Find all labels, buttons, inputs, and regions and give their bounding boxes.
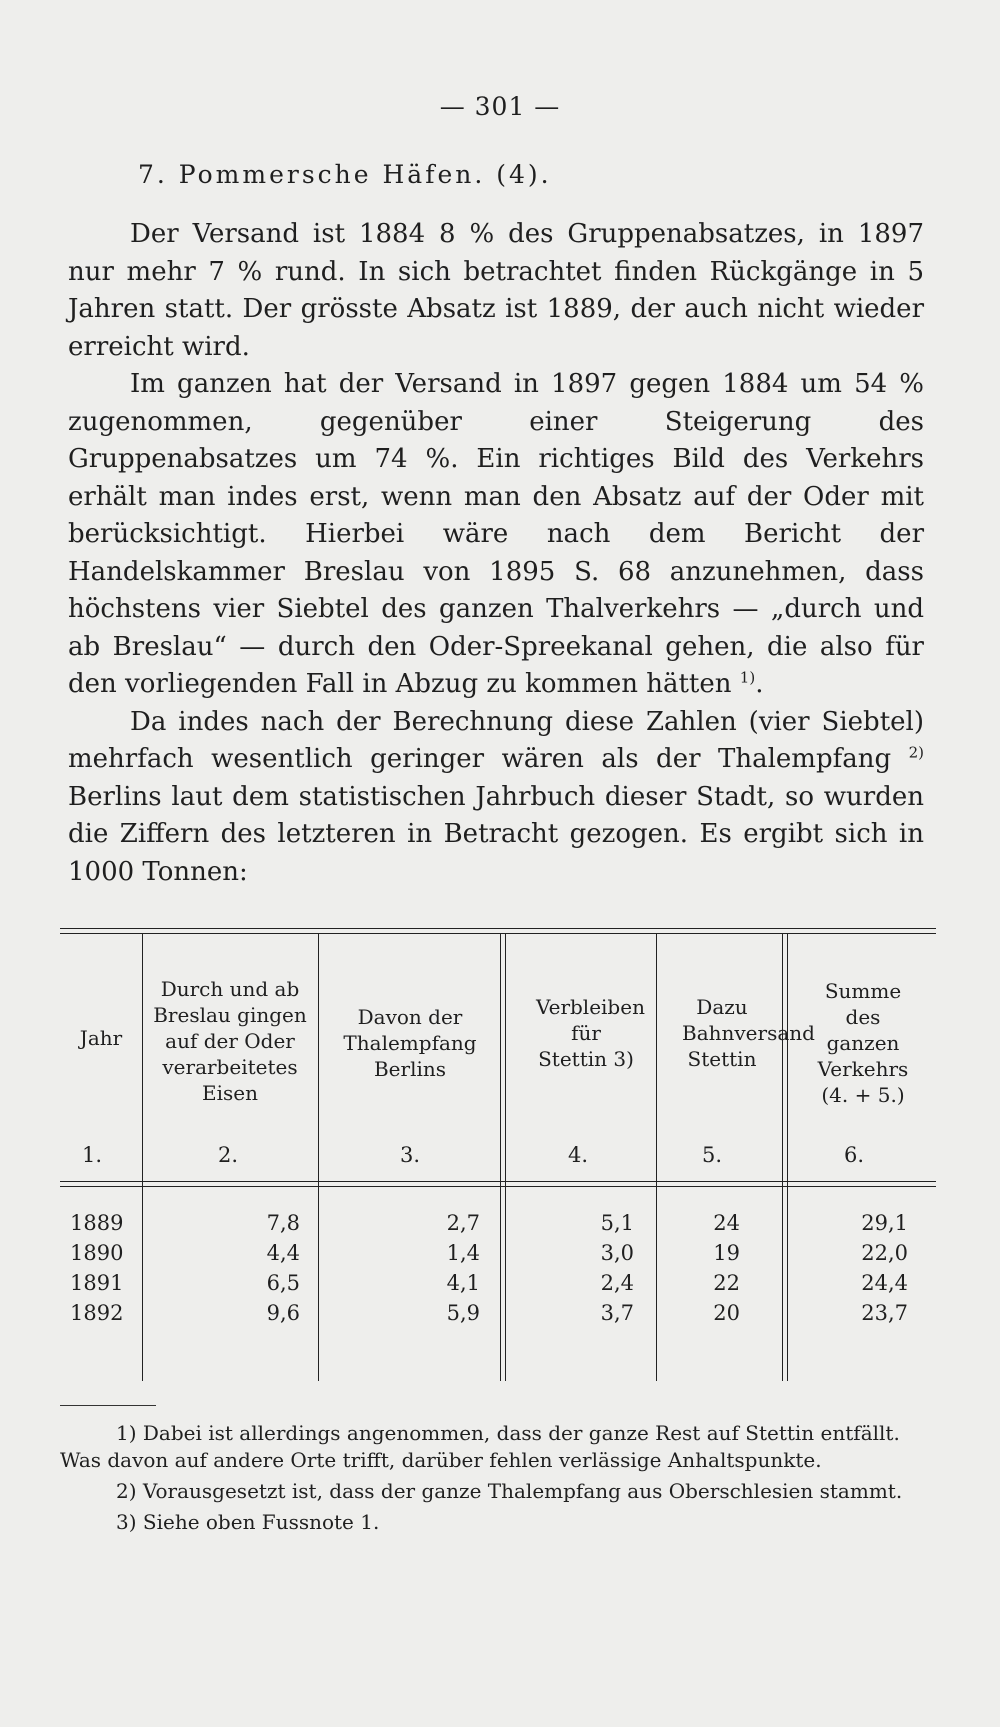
header-stettin: Verbleiben für Stettin 3) [536, 995, 645, 1071]
table-cell: 20 [713, 1301, 740, 1325]
col-number-2: 2. [218, 1143, 239, 1167]
table-cell: 3,7 [600, 1301, 634, 1325]
col-number-5: 5. [702, 1143, 723, 1167]
section-heading: 7. Pommersche Häfen. (4). [138, 160, 552, 189]
footnote-ref-1: 1) [739, 668, 756, 687]
table-cell: 1,4 [446, 1241, 480, 1265]
paragraph-3 [68, 704, 924, 892]
paragraph-2: Im ganzen hat der Versand in 1897 gegen 1884 um 54 % zugenommen, gegenüber einer Steigerung des Gruppenabsatzes um 74 %. Ein richtiges Bild des Verkehrs erhält man indes erst, wenn man den Absatz auf der Oder mit berücksichtigt. Hierbei wäre nach dem Bericht der Handelskammer Breslau von 1895 S. 68 anzunehmen, dass höchstens vier Siebtel des ganzen Thalverkehrs — „durch und ab Breslau“ — durch den Oder-Spreekanal gehen, die also für den vorliegenden Fall in Abzug zu kommen hätten $^{1)}$. [68, 369, 924, 699]
header-summe: Summe des ganzen Verkehrs (4. + 5.) [817, 979, 909, 1107]
table-cell: 3,0 [600, 1241, 634, 1265]
table-cell: 5,9 [446, 1301, 480, 1325]
table-row-year: 1890 [70, 1241, 124, 1265]
footnote-3: 3) Siehe oben Fussnote 1. [116, 1510, 380, 1534]
paragraph-1: Der Versand ist 1884 8 % des Gruppenabsatzes, in 1897 nur mehr 7 % rund. In sich betrachtet finden Rückgänge in 5 Jahren statt. Der grösste Absatz ist 1889, der auch nicht wieder erreicht wird. [68, 219, 924, 362]
table-row-year: 1892 [70, 1301, 124, 1325]
table-row-year: 1891 [70, 1271, 124, 1295]
table-cell: 22 [713, 1271, 740, 1295]
table-cell: 2,4 [600, 1271, 634, 1295]
table-cell: 24,4 [861, 1271, 908, 1295]
header-berlin: Davon der Thalempfang Berlins [343, 1005, 477, 1081]
table-cell: 9,6 [266, 1301, 300, 1325]
col-number-3: 3. [400, 1143, 421, 1167]
footnote-ref-2: 2) [908, 743, 925, 762]
page-number: — 301 — [439, 92, 561, 121]
body-text [68, 216, 924, 891]
footnote-2: 2) Vorausgesetzt ist, dass der ganze Thalempfang aus Oberschlesien stammt. [116, 1479, 903, 1503]
header-breslau: Durch und ab Breslau gingen auf der Oder verarbeitetes Eisen [153, 977, 307, 1105]
table-cell: 22,0 [861, 1241, 908, 1265]
paragraph-2-text: Im ganzen hat der Versand in 1897 gegen 1884 um 54 % zugenommen, gegenüber einer Steigerung des Gruppenabsatzes um 74 %. Ein richtiges Bild des Verkehrs erhält man indes erst, wenn man den Absatz auf der Oder mit berücksichtigt. Hierbei wäre nach dem Bericht der Handelskammer Breslau von 1895 S. 68 anzunehmen, dass höchstens vier Siebtel des ganzen Thalverkehrs — „durch und ab Breslau“ — durch den Oder-Spreekanal gehen, die also für den vorliegenden Fall in Abzug zu kommen hätten [68, 369, 924, 699]
footnotes [60, 1420, 928, 1540]
table-cell: 6,5 [266, 1271, 300, 1295]
paragraph-3-cont: Berlins laut dem statistischen Jahrbuch dieser Stadt, so wurden die Ziffern des letzteren in Betracht gezogen. Es ergibt sich in 1000 Tonnen: [68, 781, 924, 887]
table-cell: 2,7 [446, 1211, 480, 1235]
col-number-1: 1. [82, 1143, 103, 1167]
col-number-6: 6. [844, 1143, 865, 1167]
table-cell: 7,8 [266, 1211, 300, 1235]
table-cell: 5,1 [600, 1211, 634, 1235]
table-cell: 4,4 [266, 1241, 300, 1265]
table-row-year: 1889 [70, 1211, 124, 1235]
col-number-4: 4. [568, 1143, 589, 1167]
header-year: Jahr [79, 1026, 123, 1050]
data-table [60, 928, 936, 1383]
footnote-divider [60, 1405, 156, 1406]
table-cell: 4,1 [446, 1271, 480, 1295]
table-cell: 29,1 [861, 1211, 908, 1235]
paragraph-3-text: Da indes nach der Berechnung diese Zahlen (vier Siebtel) mehrfach wesentlich geringer wären als der Thalempfang [68, 706, 924, 774]
table-cell: 24 [713, 1211, 740, 1235]
table-cell: 19 [713, 1241, 740, 1265]
header-bahn: Dazu Bahnversand Stettin [682, 995, 815, 1071]
table-cell: 23,7 [861, 1301, 908, 1325]
footnote-1: 1) Dabei ist allerdings angenommen, dass der ganze Rest auf Stettin entfällt. Was davon auf andere Orte trifft, darüber fehlen verlässige Anhaltspunkte. [60, 1421, 900, 1472]
